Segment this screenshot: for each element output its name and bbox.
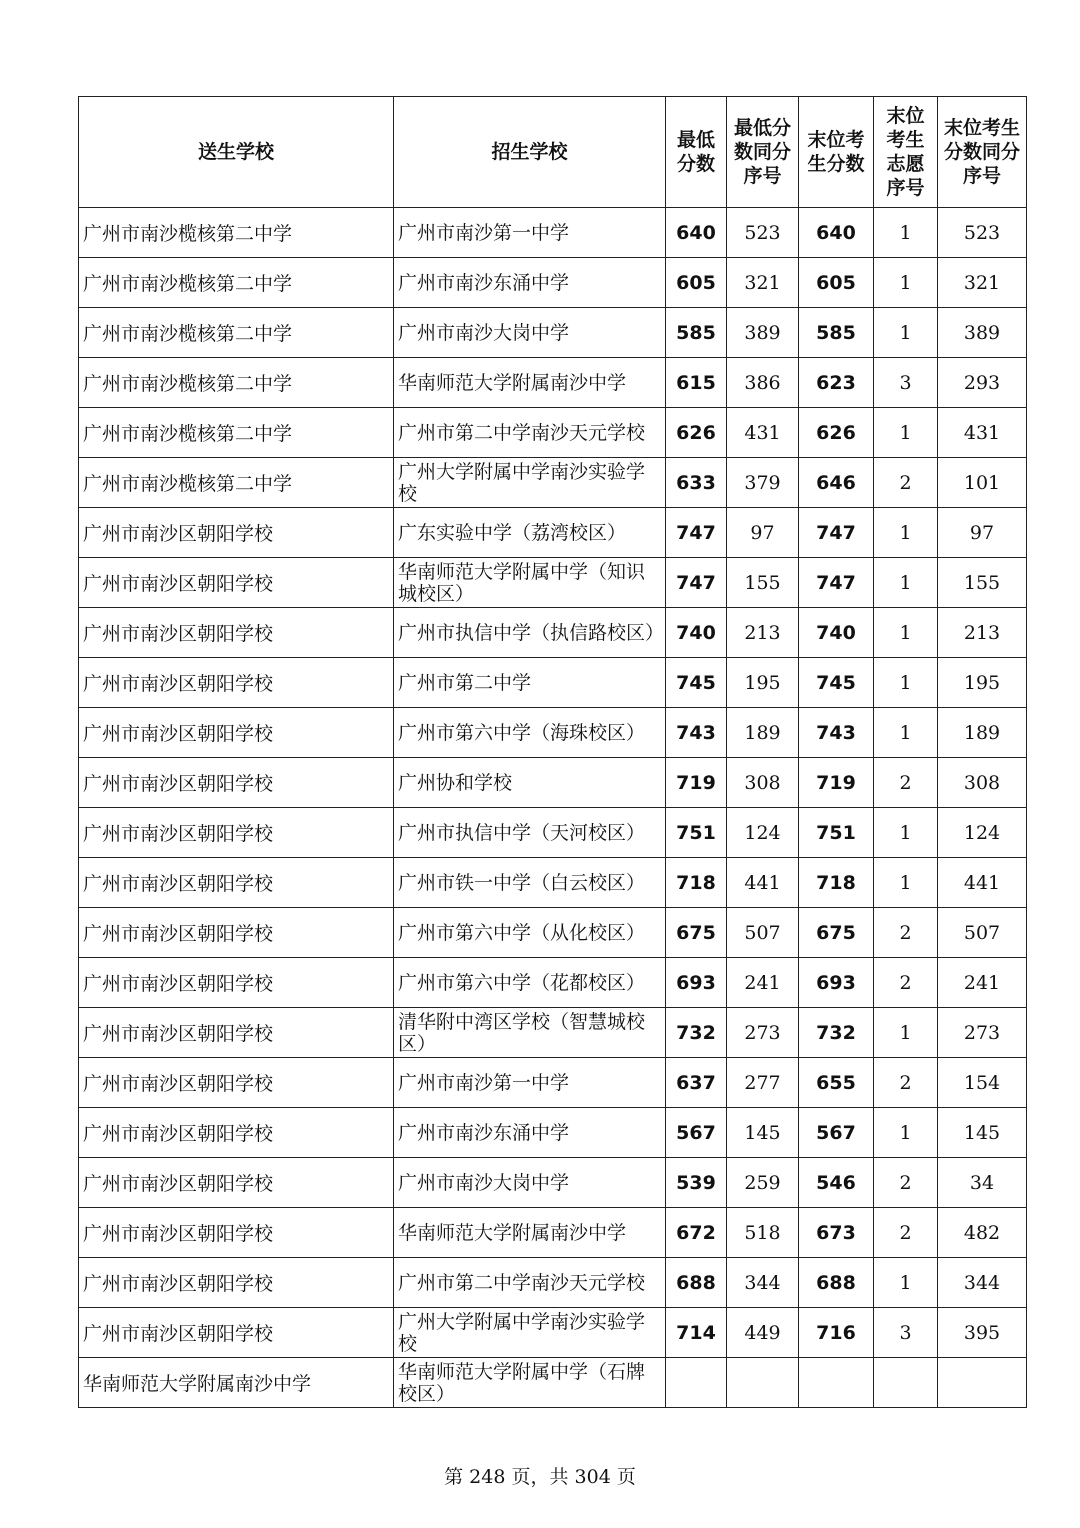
table-row <box>79 1108 1027 1158</box>
recv-school-cell: 广州协和学校 <box>394 758 666 808</box>
last-pref-cell: 2 <box>874 458 938 508</box>
last-score-cell: 740 <box>799 608 874 658</box>
table-row <box>79 358 1027 408</box>
last-pref-cell: 2 <box>874 1058 938 1108</box>
last-score-cell: 585 <box>799 308 874 358</box>
min-score-cell: 747 <box>666 508 727 558</box>
recv-school-cell: 广州大学附属中学南沙实验学校 <box>394 1308 666 1358</box>
last-score-cell: 719 <box>799 758 874 808</box>
last-rank-cell: 482 <box>938 1208 1027 1258</box>
send-school-cell: 广州市南沙区朝阳学校 <box>79 908 394 958</box>
min-score-rank-cell: 195 <box>727 658 799 708</box>
min-score-cell: 539 <box>666 1158 727 1208</box>
send-school-cell: 广州市南沙榄核第二中学 <box>79 358 394 408</box>
last-rank-cell: 273 <box>938 1008 1027 1058</box>
table-row <box>79 308 1027 358</box>
last-rank-cell: 431 <box>938 408 1027 458</box>
header-last-score: 末位考生分数 <box>799 97 874 208</box>
send-school-cell: 广州市南沙榄核第二中学 <box>79 408 394 458</box>
min-score-cell: 732 <box>666 1008 727 1058</box>
recv-school-cell: 广州市第六中学（花都校区） <box>394 958 666 1008</box>
min-score-rank-cell: 97 <box>727 508 799 558</box>
last-pref-cell: 1 <box>874 208 938 258</box>
last-pref-cell: 1 <box>874 1008 938 1058</box>
last-rank-cell: 195 <box>938 658 1027 708</box>
min-score-cell: 688 <box>666 1258 727 1308</box>
recv-school-cell: 广州市第二中学南沙天元学校 <box>394 1258 666 1308</box>
last-score-cell: 655 <box>799 1058 874 1108</box>
min-score-cell: 719 <box>666 758 727 808</box>
min-score-cell: 693 <box>666 958 727 1008</box>
send-school-cell: 广州市南沙榄核第二中学 <box>79 458 394 508</box>
table-row <box>79 758 1027 808</box>
last-score-cell: 693 <box>799 958 874 1008</box>
header-min-score: 最低分数 <box>666 97 727 208</box>
table-row <box>79 458 1027 508</box>
min-score-rank-cell: 277 <box>727 1058 799 1108</box>
send-school-cell: 广州市南沙区朝阳学校 <box>79 1008 394 1058</box>
last-rank-cell: 308 <box>938 758 1027 808</box>
table-row <box>79 958 1027 1008</box>
send-school-cell: 广州市南沙榄核第二中学 <box>79 258 394 308</box>
min-score-cell: 605 <box>666 258 727 308</box>
last-pref-cell: 1 <box>874 308 938 358</box>
last-pref-cell: 1 <box>874 808 938 858</box>
last-pref-cell: 1 <box>874 858 938 908</box>
min-score-rank-cell: 386 <box>727 358 799 408</box>
min-score-rank-cell: 145 <box>727 1108 799 1158</box>
recv-school-cell: 广州市南沙大岗中学 <box>394 308 666 358</box>
table-row <box>79 258 1027 308</box>
last-pref-cell: 1 <box>874 1108 938 1158</box>
min-score-cell: 718 <box>666 858 727 908</box>
min-score-cell: 633 <box>666 458 727 508</box>
min-score-rank-cell: 449 <box>727 1308 799 1358</box>
recv-school-cell: 华南师范大学附属中学（石牌校区） <box>394 1358 666 1408</box>
send-school-cell: 广州市南沙区朝阳学校 <box>79 708 394 758</box>
last-rank-cell: 101 <box>938 458 1027 508</box>
last-rank-cell: 124 <box>938 808 1027 858</box>
min-score-rank-cell: 189 <box>727 708 799 758</box>
last-score-cell: 747 <box>799 558 874 608</box>
header-send-school: 送生学校 <box>79 97 394 208</box>
recv-school-cell: 华南师范大学附属中学（知识城校区） <box>394 558 666 608</box>
last-pref-cell: 1 <box>874 1258 938 1308</box>
last-pref-cell: 1 <box>874 608 938 658</box>
recv-school-cell: 广州市南沙东涌中学 <box>394 258 666 308</box>
last-score-cell: 623 <box>799 358 874 408</box>
last-score-cell: 747 <box>799 508 874 558</box>
min-score-cell: 714 <box>666 1308 727 1358</box>
page-number: 第 248 页，共 304 页 <box>444 1466 636 1488</box>
header-last-pref: 末位考生志愿序号 <box>874 97 938 208</box>
send-school-cell: 广州市南沙区朝阳学校 <box>79 858 394 908</box>
last-rank-cell: 189 <box>938 708 1027 758</box>
last-score-cell: 567 <box>799 1108 874 1158</box>
last-pref-cell: 1 <box>874 258 938 308</box>
min-score-rank-cell: 273 <box>727 1008 799 1058</box>
last-score-cell: 646 <box>799 458 874 508</box>
table-row <box>79 908 1027 958</box>
min-score-rank-cell: 155 <box>727 558 799 608</box>
last-rank-cell: 507 <box>938 908 1027 958</box>
min-score-rank-cell: 523 <box>727 208 799 258</box>
last-pref-cell: 2 <box>874 758 938 808</box>
last-score-cell: 732 <box>799 1008 874 1058</box>
min-score-rank-cell: 213 <box>727 608 799 658</box>
min-score-rank-cell: 124 <box>727 808 799 858</box>
recv-school-cell: 清华附中湾区学校（智慧城校区） <box>394 1008 666 1058</box>
send-school-cell: 广州市南沙区朝阳学校 <box>79 508 394 558</box>
last-rank-cell: 155 <box>938 558 1027 608</box>
last-rank-cell: 145 <box>938 1108 1027 1158</box>
recv-school-cell: 广州市第二中学南沙天元学校 <box>394 408 666 458</box>
min-score-cell: 745 <box>666 658 727 708</box>
last-score-cell <box>799 1358 874 1408</box>
last-rank-cell: 321 <box>938 258 1027 308</box>
send-school-cell: 广州市南沙区朝阳学校 <box>79 1208 394 1258</box>
table-body <box>79 208 1027 1408</box>
table-row <box>79 608 1027 658</box>
recv-school-cell: 广州市第二中学 <box>394 658 666 708</box>
recv-school-cell: 广州市执信中学（天河校区） <box>394 808 666 858</box>
table-row <box>79 558 1027 608</box>
last-rank-cell: 523 <box>938 208 1027 258</box>
recv-school-cell: 广州市铁一中学（白云校区） <box>394 858 666 908</box>
min-score-rank-cell: 321 <box>727 258 799 308</box>
last-pref-cell: 1 <box>874 708 938 758</box>
table-row <box>79 1008 1027 1058</box>
recv-school-cell: 广州市第六中学（从化校区） <box>394 908 666 958</box>
table-row <box>79 1258 1027 1308</box>
min-score-cell: 637 <box>666 1058 727 1108</box>
last-rank-cell: 34 <box>938 1158 1027 1208</box>
last-rank-cell: 441 <box>938 858 1027 908</box>
min-score-rank-cell: 259 <box>727 1158 799 1208</box>
min-score-rank-cell: 441 <box>727 858 799 908</box>
last-score-cell: 688 <box>799 1258 874 1308</box>
last-pref-cell: 1 <box>874 658 938 708</box>
last-pref-cell: 1 <box>874 408 938 458</box>
table-row <box>79 408 1027 458</box>
table-row <box>79 1358 1027 1408</box>
header-last-rank: 末位考生分数同分序号 <box>938 97 1027 208</box>
min-score-rank-cell: 308 <box>727 758 799 808</box>
last-rank-cell: 344 <box>938 1258 1027 1308</box>
send-school-cell: 广州市南沙区朝阳学校 <box>79 1258 394 1308</box>
last-score-cell: 675 <box>799 908 874 958</box>
last-rank-cell: 241 <box>938 958 1027 1008</box>
last-rank-cell: 389 <box>938 308 1027 358</box>
last-score-cell: 626 <box>799 408 874 458</box>
last-pref-cell: 2 <box>874 1208 938 1258</box>
last-score-cell: 605 <box>799 258 874 308</box>
last-pref-cell: 3 <box>874 1308 938 1358</box>
last-score-cell: 673 <box>799 1208 874 1258</box>
last-score-cell: 716 <box>799 1308 874 1358</box>
min-score-rank-cell: 431 <box>727 408 799 458</box>
send-school-cell: 广州市南沙区朝阳学校 <box>79 1158 394 1208</box>
recv-school-cell: 广州大学附属中学南沙实验学校 <box>394 458 666 508</box>
admission-score-table <box>78 96 1027 1408</box>
header-recv-school: 招生学校 <box>394 97 666 208</box>
min-score-rank-cell: 379 <box>727 458 799 508</box>
last-score-cell: 743 <box>799 708 874 758</box>
last-score-cell: 751 <box>799 808 874 858</box>
table-header-row <box>79 97 1027 208</box>
table-row <box>79 1158 1027 1208</box>
send-school-cell: 广州市南沙区朝阳学校 <box>79 558 394 608</box>
min-score-cell <box>666 1358 727 1408</box>
send-school-cell: 广州市南沙区朝阳学校 <box>79 808 394 858</box>
recv-school-cell: 广东实验中学（荔湾校区） <box>394 508 666 558</box>
last-score-cell: 546 <box>799 1158 874 1208</box>
table-row <box>79 808 1027 858</box>
recv-school-cell: 广州市执信中学（执信路校区） <box>394 608 666 658</box>
min-score-rank-cell: 241 <box>727 958 799 1008</box>
last-rank-cell: 97 <box>938 508 1027 558</box>
last-pref-cell: 2 <box>874 908 938 958</box>
table-row <box>79 1058 1027 1108</box>
table-row <box>79 508 1027 558</box>
recv-school-cell: 广州市南沙第一中学 <box>394 208 666 258</box>
min-score-cell: 585 <box>666 308 727 358</box>
last-pref-cell <box>874 1358 938 1408</box>
last-pref-cell: 2 <box>874 958 938 1008</box>
min-score-cell: 672 <box>666 1208 727 1258</box>
send-school-cell: 广州市南沙区朝阳学校 <box>79 958 394 1008</box>
send-school-cell: 广州市南沙区朝阳学校 <box>79 1108 394 1158</box>
min-score-rank-cell: 507 <box>727 908 799 958</box>
min-score-rank-cell: 344 <box>727 1258 799 1308</box>
recv-school-cell: 广州市南沙东涌中学 <box>394 1108 666 1158</box>
send-school-cell: 广州市南沙区朝阳学校 <box>79 608 394 658</box>
min-score-cell: 751 <box>666 808 727 858</box>
table-row <box>79 658 1027 708</box>
last-pref-cell: 1 <box>874 558 938 608</box>
recv-school-cell: 广州市第六中学（海珠校区） <box>394 708 666 758</box>
recv-school-cell: 华南师范大学附属南沙中学 <box>394 1208 666 1258</box>
min-score-cell: 675 <box>666 908 727 958</box>
header-min-score-rank: 最低分数同分序号 <box>727 97 799 208</box>
recv-school-cell: 广州市南沙第一中学 <box>394 1058 666 1108</box>
send-school-cell: 华南师范大学附属南沙中学 <box>79 1358 394 1408</box>
send-school-cell: 广州市南沙区朝阳学校 <box>79 758 394 808</box>
min-score-cell: 626 <box>666 408 727 458</box>
min-score-cell: 740 <box>666 608 727 658</box>
min-score-cell: 743 <box>666 708 727 758</box>
table-row <box>79 208 1027 258</box>
min-score-cell: 567 <box>666 1108 727 1158</box>
send-school-cell: 广州市南沙榄核第二中学 <box>79 208 394 258</box>
min-score-rank-cell: 518 <box>727 1208 799 1258</box>
table-row <box>79 708 1027 758</box>
last-score-cell: 718 <box>799 858 874 908</box>
min-score-rank-cell: 389 <box>727 308 799 358</box>
last-rank-cell: 154 <box>938 1058 1027 1108</box>
table-row <box>79 1308 1027 1358</box>
last-pref-cell: 1 <box>874 508 938 558</box>
send-school-cell: 广州市南沙区朝阳学校 <box>79 1308 394 1358</box>
send-school-cell: 广州市南沙榄核第二中学 <box>79 308 394 358</box>
last-rank-cell <box>938 1358 1027 1408</box>
send-school-cell: 广州市南沙区朝阳学校 <box>79 658 394 708</box>
last-rank-cell: 213 <box>938 608 1027 658</box>
min-score-rank-cell <box>727 1358 799 1408</box>
min-score-cell: 640 <box>666 208 727 258</box>
min-score-cell: 615 <box>666 358 727 408</box>
table-row <box>79 1208 1027 1258</box>
last-rank-cell: 395 <box>938 1308 1027 1358</box>
last-pref-cell: 2 <box>874 1158 938 1208</box>
last-rank-cell: 293 <box>938 358 1027 408</box>
recv-school-cell: 华南师范大学附属南沙中学 <box>394 358 666 408</box>
min-score-cell: 747 <box>666 558 727 608</box>
last-pref-cell: 3 <box>874 358 938 408</box>
recv-school-cell: 广州市南沙大岗中学 <box>394 1158 666 1208</box>
last-score-cell: 640 <box>799 208 874 258</box>
last-score-cell: 745 <box>799 658 874 708</box>
send-school-cell: 广州市南沙区朝阳学校 <box>79 1058 394 1108</box>
table-row <box>79 858 1027 908</box>
